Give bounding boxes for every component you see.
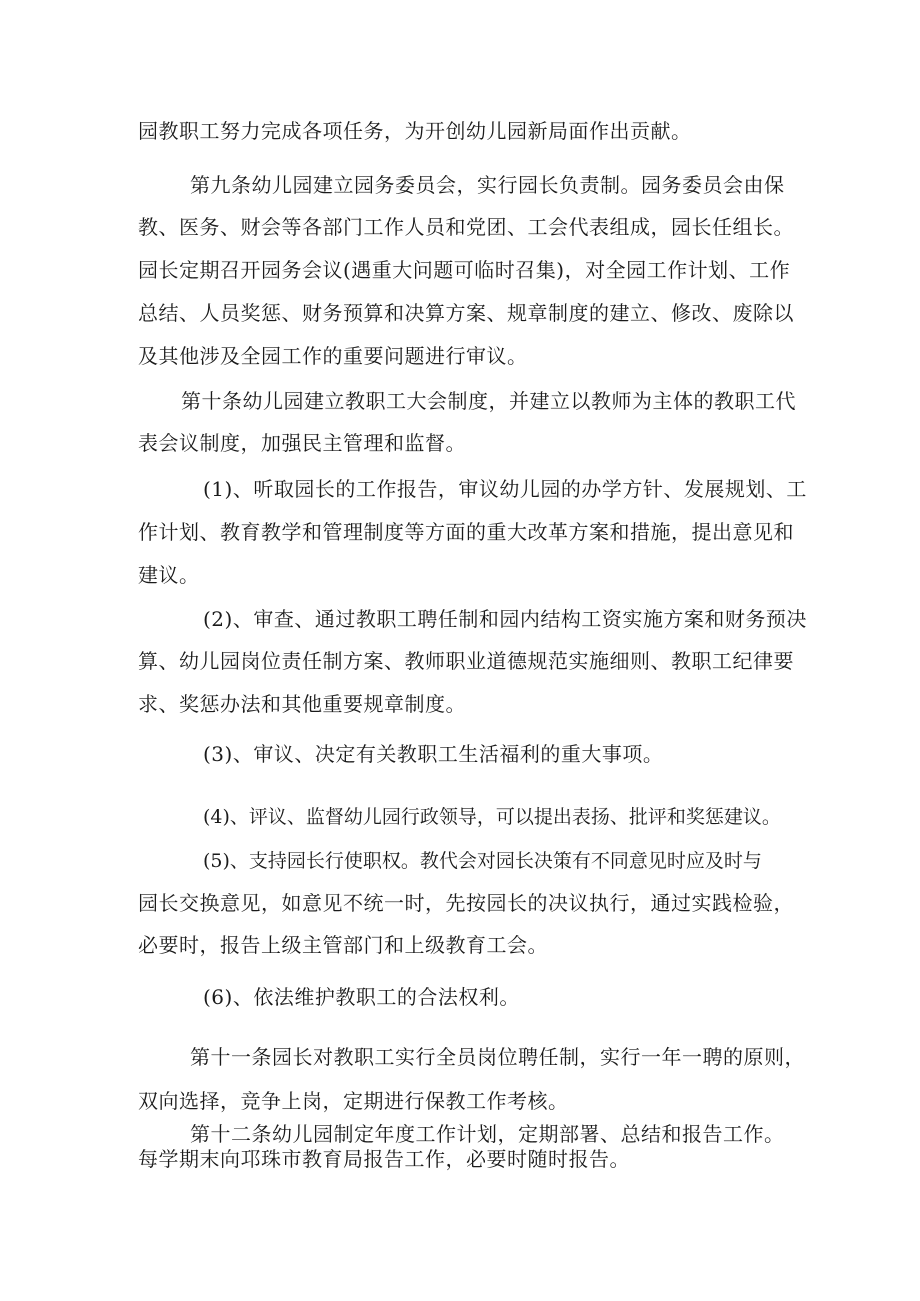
- item-1-line: (1)、听取园长的工作报告，审议幼儿园的办学方针、发展规划、工: [203, 477, 807, 501]
- item-6-line: (6)、依法维护教职工的合法权利。: [203, 985, 520, 1009]
- item-5-line: (5)、支持园长行使职权。教代会对园长决策有不同意见时应及时与: [203, 850, 762, 872]
- text-line: 及其他涉及全园工作的重要问题进行审议。: [138, 344, 528, 368]
- text-line: 园长交换意见，如意见不统一时，先按园长的决议执行，通过实践检验，: [138, 891, 794, 915]
- article-9-line: 第九条幼儿园建立园务委员会，实行园长负责制。园务委员会由保: [190, 173, 785, 197]
- article-11-line: 第十一条园长对教职工实行全员岗位聘任制，实行一年一聘的原则，: [190, 1045, 805, 1069]
- text-line: 求、奖惩办法和其他重要规章制度。: [138, 692, 466, 716]
- text-line: 每学期末向邛珠市教育局报告工作，必要时随时报告。: [138, 1147, 630, 1171]
- text-line: 总结、人员奖惩、财务预算和决算方案、规章制度的建立、修改、废除以: [138, 301, 794, 325]
- text-line: 表会议制度，加强民主管理和监督。: [138, 431, 466, 455]
- article-12-line: 第十二条幼儿园制定年度工作计划，定期部署、总结和报告工作。: [190, 1122, 785, 1146]
- text-line: 双向选择，竞争上岗，定期进行保教工作考核。: [138, 1089, 569, 1113]
- text-line: 教、医务、财会等各部门工作人员和党团、工会代表组成，园长任组长。: [138, 215, 794, 239]
- item-4-line: (4)、评议、监督幼儿园行政领导，可以提出表扬、批评和奖惩建议。: [203, 806, 781, 828]
- text-line: 园长定期召开园务会议(遇重大问题可临时召集)，对全园工作计划、工作: [138, 258, 791, 282]
- text-line: 算、幼儿园岗位责任制方案、教师职业道德规范实施细则、教职工纪律要: [138, 649, 794, 673]
- text-line: 必要时，报告上级主管部门和上级教育工会。: [138, 933, 548, 957]
- item-2-line: (2)、审查、通过教职工聘任制和园内结构工资实施方案和财务预决: [203, 607, 807, 631]
- text-line: 建议。: [138, 563, 200, 587]
- text-line: 作计划、教育教学和管理制度等方面的重大改革方案和措施，提出意见和: [138, 520, 794, 544]
- item-3-line: (3)、审议、决定有关教职工生活福利的重大事项。: [203, 742, 664, 766]
- text-line: 园教职工努力完成各项任务，为开创幼儿园新局面作出贡献。: [138, 119, 692, 143]
- article-10-line: 第十条幼儿园建立教职工大会制度，并建立以教师为主体的教职工代: [181, 389, 796, 413]
